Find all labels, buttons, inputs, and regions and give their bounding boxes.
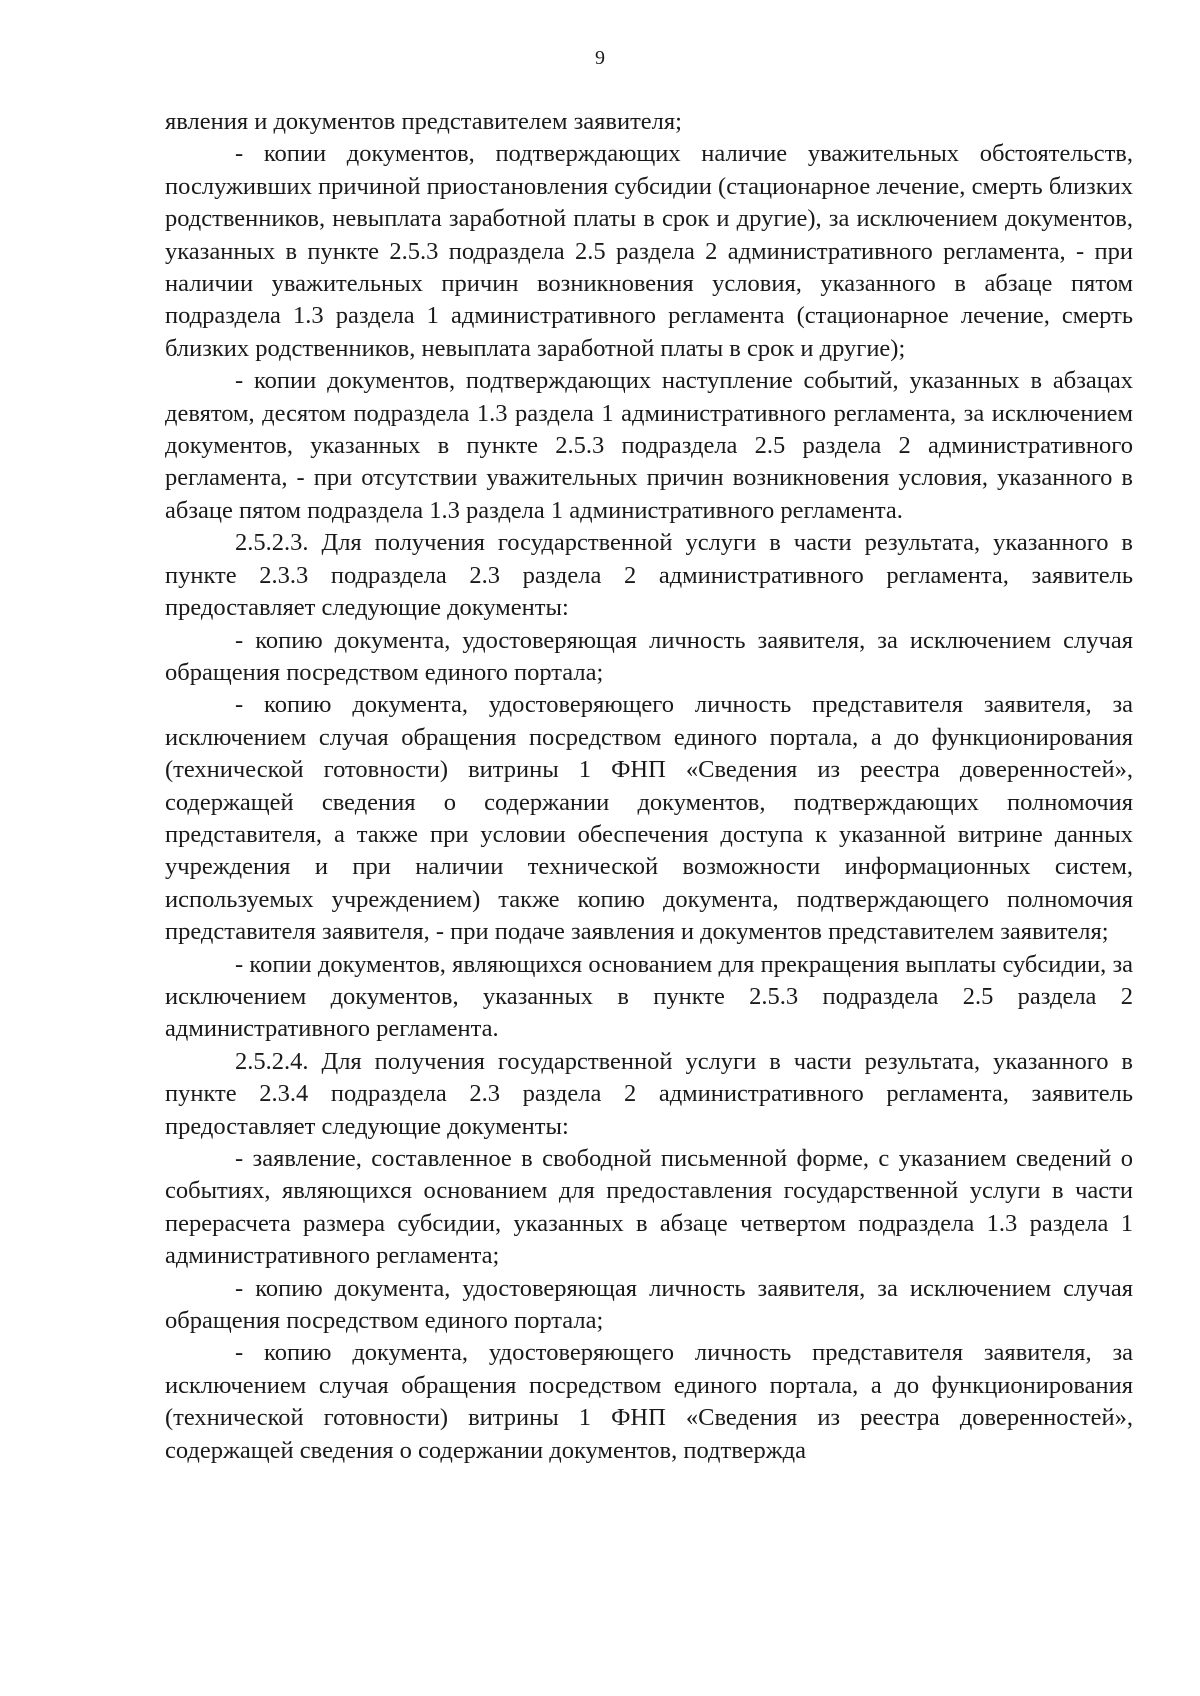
page-number: 9 — [595, 47, 605, 69]
paragraph: - копии документов, подтверждающих наступление событий, указанных в абзацах девятом, десятом подраздела 1.3 раздела 1 административного регламента, за исключением документов, указанных в пункте 2.5.3 подраздела 2.5 раздела 2 административного регламента, - при отсутствии уважительных причин возникновения условия, указанного в абзаце пятом подраздела 1.3 раздела 1 административного регламента. — [165, 367, 1133, 524]
paragraph: 2.5.2.4. Для получения государственной услуги в части результата, указанного в пункте 2.3.4 подраздела 2.3 раздела 2 административного регламента, заявитель предоставляет следующие документы: — [165, 1047, 1133, 1140]
paragraph: - копию документа, удостоверяющего личность представителя заявителя, за исключением случая обращения посредством единого портала, а до функционирования (технической готовности) витрины 1 ФНП «Сведения из реестра доверенностей», содержащей сведения о содержании документов, подтвержда — [165, 1339, 1133, 1464]
paragraph: 2.5.2.3. Для получения государственной услуги в части результата, указанного в пункте 2.3.3 подраздела 2.3 раздела 2 административного регламента, заявитель предоставляет следующие документы: — [165, 529, 1133, 622]
paragraph: - копию документа, удостоверяющего личность представителя заявителя, за исключением случая обращения посредством единого портала, а до функционирования (технической готовности) витрины 1 ФНП «Сведения из реестра доверенностей», содержащей сведения о содержании документов, подтверждающих полномочия представителя, а также при условии обеспечения доступа к указанной витрине данных учреждения и при наличии технической возможности информационных систем, используемых учреждением) также копию документа, подтверждающего полномочия представителя заявителя, - при подаче заявления и документов представителем заявителя; — [165, 691, 1133, 946]
paragraph: - копию документа, удостоверяющая личность заявителя, за исключением случая обращения посредством единого портала; — [165, 626, 1133, 686]
paragraph: - копии документов, подтверждающих наличие уважительных обстоятельств, послуживших причиной приостановления субсидии (стационарное лечение, смерть близких родственников, невыплата заработной платы в срок и другие), за исключением документов, указанных в пункте 2.5.3 подраздела 2.5 раздела 2 административного регламента, - при наличии уважительных причин возникновения условия, указанного в абзаце пятом подраздела 1.3 раздела 1 административного регламента (стационарное лечение, смерть близких родственников, невыплата заработной платы в срок и другие); — [165, 140, 1133, 362]
paragraph: явления и документов представителем заявителя; — [165, 108, 682, 135]
body-text — [165, 106, 1133, 1467]
paragraph: - копии документов, являющихся основанием для прекращения выплаты субсидии, за исключением документов, указанных в пункте 2.5.3 подраздела 2.5 раздела 2 административного регламента. — [165, 950, 1133, 1043]
paragraph: - копию документа, удостоверяющая личность заявителя, за исключением случая обращения посредством единого портала; — [165, 1274, 1133, 1335]
paragraph: - заявление, составленное в свободной письменной форме, с указанием сведений о событиях, являющихся основанием для предоставления государственной услуги в части перерасчета размера субсидии, указанных в абзаце четвертом подраздела 1.3 раздела 1 административного регламента; — [165, 1145, 1133, 1270]
